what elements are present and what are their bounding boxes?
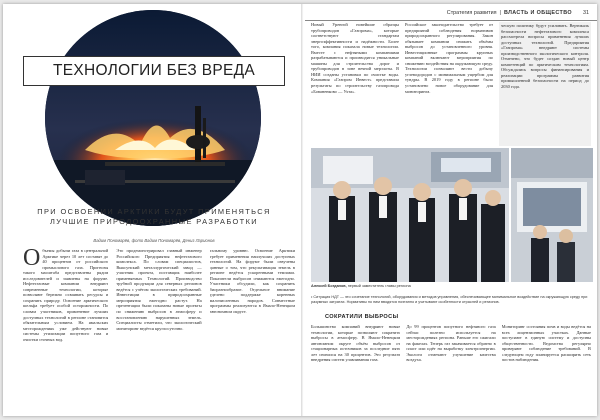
left-column-3: тальному уровню. Освоение Арктики требует применения наилучших доступных технологий. На форуме были озвучены данные о том, что рекультивация земель в регионе ведётся ускоренными темпами. Показатели выбросов снижаются ежегодно. Участники обсудили, как сохранить биоразнообразие. Отдельное внимание уделено поддержке коренных малочисленных народов. Совместные программы реализуются в Ямало-Ненецком автономном округе. [209, 248, 295, 315]
article-title-box [23, 56, 285, 86]
gas-flare-illustration [45, 10, 261, 226]
right-page [305, 4, 597, 416]
right-column-1: Новый Уренгой новейшие образцы трубопроводов «Газпрома», которые соответствуют стандартам энергоэффективности и надёжности. Более того, компания показала новые технологии. Вместе с нефтяными компаниями разрабатываются и производятся уникальные машины для строительства дорог и трубопроводов в зоне вечной мерзлоты. В НИИ созданы установки по очистке воды. Компания «Газпром Инвест» представила результаты по строительству газопровода «Бованенково — Ухта». [311, 22, 399, 94]
section-name: Стратегия развития [446, 10, 497, 16]
bottom-column-1: Большинство компаний внедряют новые технологии, которые позволяют сократить выбросы в атмосферу. В Ямало-Ненецком автономном округе объём выбросов от стационарных источников за последние пять лет снизился на 30 процентов. Это результат внедрения систем улавливания газа. [311, 324, 401, 363]
caption-text: первый заместитель главы региона [347, 284, 411, 288]
right-bottom-columns [311, 324, 591, 414]
running-header: Стратегия развития | ВЛАСТЬ И ОБЩЕСТВО 31 [446, 10, 589, 16]
page-number: 31 [583, 10, 589, 16]
caption-name: Алексей Богданов, [311, 284, 347, 288]
article-subtitle: ПРИ ОСВОЕНИИ АРКТИКИ БУДУТ ПРИМЕНЯТЬСЯ ЛУЧШИЕ ПРИРОДООХРАННЫЕ РАЗРАБОТКИ [37, 207, 271, 226]
subheading: СОКРАТИЛИ ВЫБРОСЫ [325, 314, 399, 320]
left-column-1-text: бъемы добычи газа в центральной Арктике через 10 лет составят до 40 процентов от российского промыслового газа. Прогнозы такого масштаба представлены рядом исследователей и заявлены на форуме. Нефтегазовые компании внедряют современные технологии, которые позволяют бережно осваивать ресурсы и сохранять природу. Освоение арктического шельфа требует особой осторожности. По словам участников, применение лучших доступных технологий в регионе становится обязательным условием. На ямальских месторождениях уже действуют новые системы утилизации попутного газа и очистки сточных вод. [23, 248, 109, 342]
exhibition-hall-illustration [311, 148, 509, 282]
header-rule [305, 20, 597, 21]
photo-caption [311, 284, 593, 289]
right-column-2: Российское законодательство требует от предприятий соблюдения нормативов природоохранного регулирования. Закон обязывает компании снижать объёмы выбросов до установленного уровня. Инвестиционные программы крупных компаний включают мероприятия по снижению воздействия на окружающую среду. Технологии позволяют вести добычу углеводородов с минимальным ущербом для тундры. В 2019 году в регионе было установлено новое оборудование для мониторинга. [405, 22, 493, 94]
left-page [3, 4, 301, 416]
drop-cap: О [23, 248, 41, 271]
left-text-columns [23, 248, 295, 412]
bottom-column-2: До 99 процентов попутного нефтяного газа сейчас полезно используется на месторождениях региона. Раньше его сжигали на факелах. Теперь газ закачивается обратно в пласт или идёт на выработку электроэнергии. Экологи отмечают улучшение качества воздуха. [406, 324, 496, 363]
photo-credit: Вадим Пономарёв, фото Вадим Пономарёв, Дениз Ларионов [93, 238, 215, 243]
left-column-2: Это продемонстрировал главный инженер Российского Предприятия нефтегазового комплекса. По словам специалистов, Выксунский металлургический завод — участник проекта, поставщик наиболее применяемых Технологий. Производство трубной продукции для северных регионов ведётся с учётом экологических требований. Инвестиции в природоохранные мероприятия ежегодно растут. На презентации были показаны новые проекты по снижению выбросов в атмосферу и восстановлению нарушенных земель. Специалисты отметили, что экологический мониторинг ведётся круглосуточно. [116, 248, 202, 331]
gas-flare-photo [45, 10, 261, 226]
equipment-photo [511, 148, 593, 282]
officials-exhibition-photo [311, 148, 509, 282]
magazine-spread [3, 4, 597, 416]
rubric-name: ВЛАСТЬ И ОБЩЕСТВО [503, 10, 572, 16]
right-column-3: ческую политику будут усиливать. Вертикаль безопасности нефтегазового комплекса рассмотрела вопросы применения лучших доступных технологий. Предприятия «Газпрома» внедряют системы производственного экологического контроля. Отмечено, что будет создан новый центр компетенций по арктическим технологиям. Обсуждались вопросы финансирования и реализации программы развития промышленной безопасности на период до 2030 года. [499, 22, 591, 146]
left-column-1 [23, 248, 108, 412]
article-title: ТЕХНОЛОГИИ БЕЗ ВРЕДА [52, 62, 256, 79]
sidebar-note: • Ситуация НДТ — это сочетание технологий, оборудования и методов управления, обеспечивающее минимальное воздействие на окружающую среду при разумных затратах. Нормативы по ним вводятся поэтапно и учитывают особенности отраслей и регионов. [311, 295, 588, 304]
right-text-columns [311, 22, 591, 146]
bottom-column-3: Мониторинг состояния почв и воды ведётся на всех лицензионных участках. Данные поступают в единую систему и доступны общественности. Ведомства регулярно проверяют соблюдение требований. В следующем году планируется расширить сеть постов наблюдения. [501, 324, 591, 363]
equipment-illustration [511, 148, 593, 282]
